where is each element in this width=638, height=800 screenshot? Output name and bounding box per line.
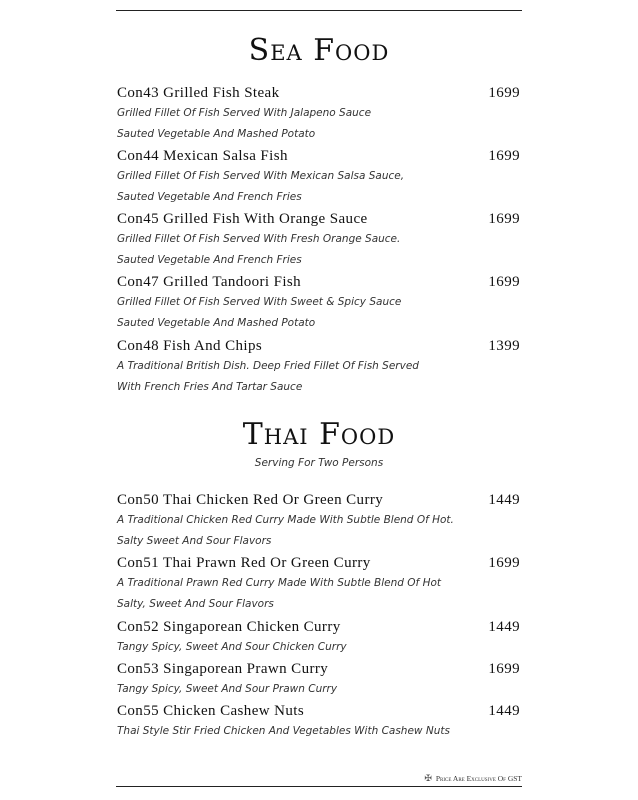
- item-description: Sauted Vegetable And French Fries: [117, 191, 302, 203]
- item-description: Sauted Vegetable And Mashed Potato: [117, 317, 316, 329]
- item-price: 1449: [488, 703, 520, 719]
- item-description: With French Fries And Tartar Sauce: [117, 381, 303, 393]
- item-description: Grilled Fillet Of Fish Served With Sweet & Spicy Sauce: [117, 296, 402, 308]
- item-name: Con47 Grilled Tandoori Fish: [117, 274, 302, 290]
- item-name: Con48 Fish And Chips: [117, 338, 263, 354]
- item-price: 1699: [488, 274, 520, 290]
- section-title-sea-food: Sea Food: [248, 33, 390, 68]
- item-name: Con52 Singaporean Chicken Curry: [117, 619, 341, 635]
- item-price: 1449: [488, 619, 520, 635]
- item-price: 1699: [488, 661, 520, 677]
- item-name: Con51 Thai Prawn Red Or Green Curry: [117, 555, 371, 571]
- item-description: Grilled Fillet Of Fish Served With Fresh Orange Sauce.: [117, 233, 401, 245]
- item-price: 1699: [488, 85, 520, 101]
- section-subtitle: Serving For Two Persons: [254, 457, 384, 469]
- flourish-icon: ✠: [424, 773, 432, 783]
- item-price: 1399: [488, 338, 520, 354]
- item-description: A Traditional Chicken Red Curry Made With Subtle Blend Of Hot.: [117, 514, 454, 526]
- item-description: Tangy Spicy, Sweet And Sour Prawn Curry: [117, 683, 338, 695]
- item-description: A Traditional Prawn Red Curry Made With Subtle Blend Of Hot: [117, 577, 442, 589]
- item-name: Con55 Chicken Cashew Nuts: [117, 703, 305, 719]
- footnote-text: Price Are Exclusive Of GST: [435, 774, 522, 783]
- item-description: Sauted Vegetable And Mashed Potato: [117, 128, 316, 140]
- item-description: Tangy Spicy, Sweet And Sour Chicken Curry: [117, 641, 347, 653]
- item-name: Con45 Grilled Fish With Orange Sauce: [117, 211, 368, 227]
- item-price: 1699: [488, 555, 520, 571]
- item-price: 1699: [488, 148, 520, 164]
- item-name: Con43 Grilled Fish Steak: [117, 85, 280, 101]
- item-description: Salty, Sweet And Sour Flavors: [117, 598, 274, 610]
- item-description: Sauted Vegetable And French Fries: [117, 254, 302, 266]
- footnote: [424, 773, 522, 784]
- item-description: Grilled Fillet Of Fish Served With Jalapeno Sauce: [117, 107, 372, 119]
- item-name: Con53 Singaporean Prawn Curry: [117, 661, 329, 677]
- item-price: 1699: [488, 211, 520, 227]
- item-description: Thai Style Stir Fried Chicken And Vegetables With Cashew Nuts: [117, 725, 450, 737]
- section-title-thai-food: Thai Food: [242, 417, 396, 452]
- item-description: Grilled Fillet Of Fish Served With Mexican Salsa Sauce,: [117, 170, 405, 182]
- item-description: Salty Sweet And Sour Flavors: [117, 535, 272, 547]
- item-name: Con50 Thai Chicken Red Or Green Curry: [117, 492, 384, 508]
- top-divider: [116, 10, 522, 11]
- item-price: 1449: [488, 492, 520, 508]
- item-description: A Traditional British Dish. Deep Fried Fillet Of Fish Served: [117, 360, 419, 372]
- item-name: Con44 Mexican Salsa Fish: [117, 148, 288, 164]
- bottom-divider: [116, 786, 522, 787]
